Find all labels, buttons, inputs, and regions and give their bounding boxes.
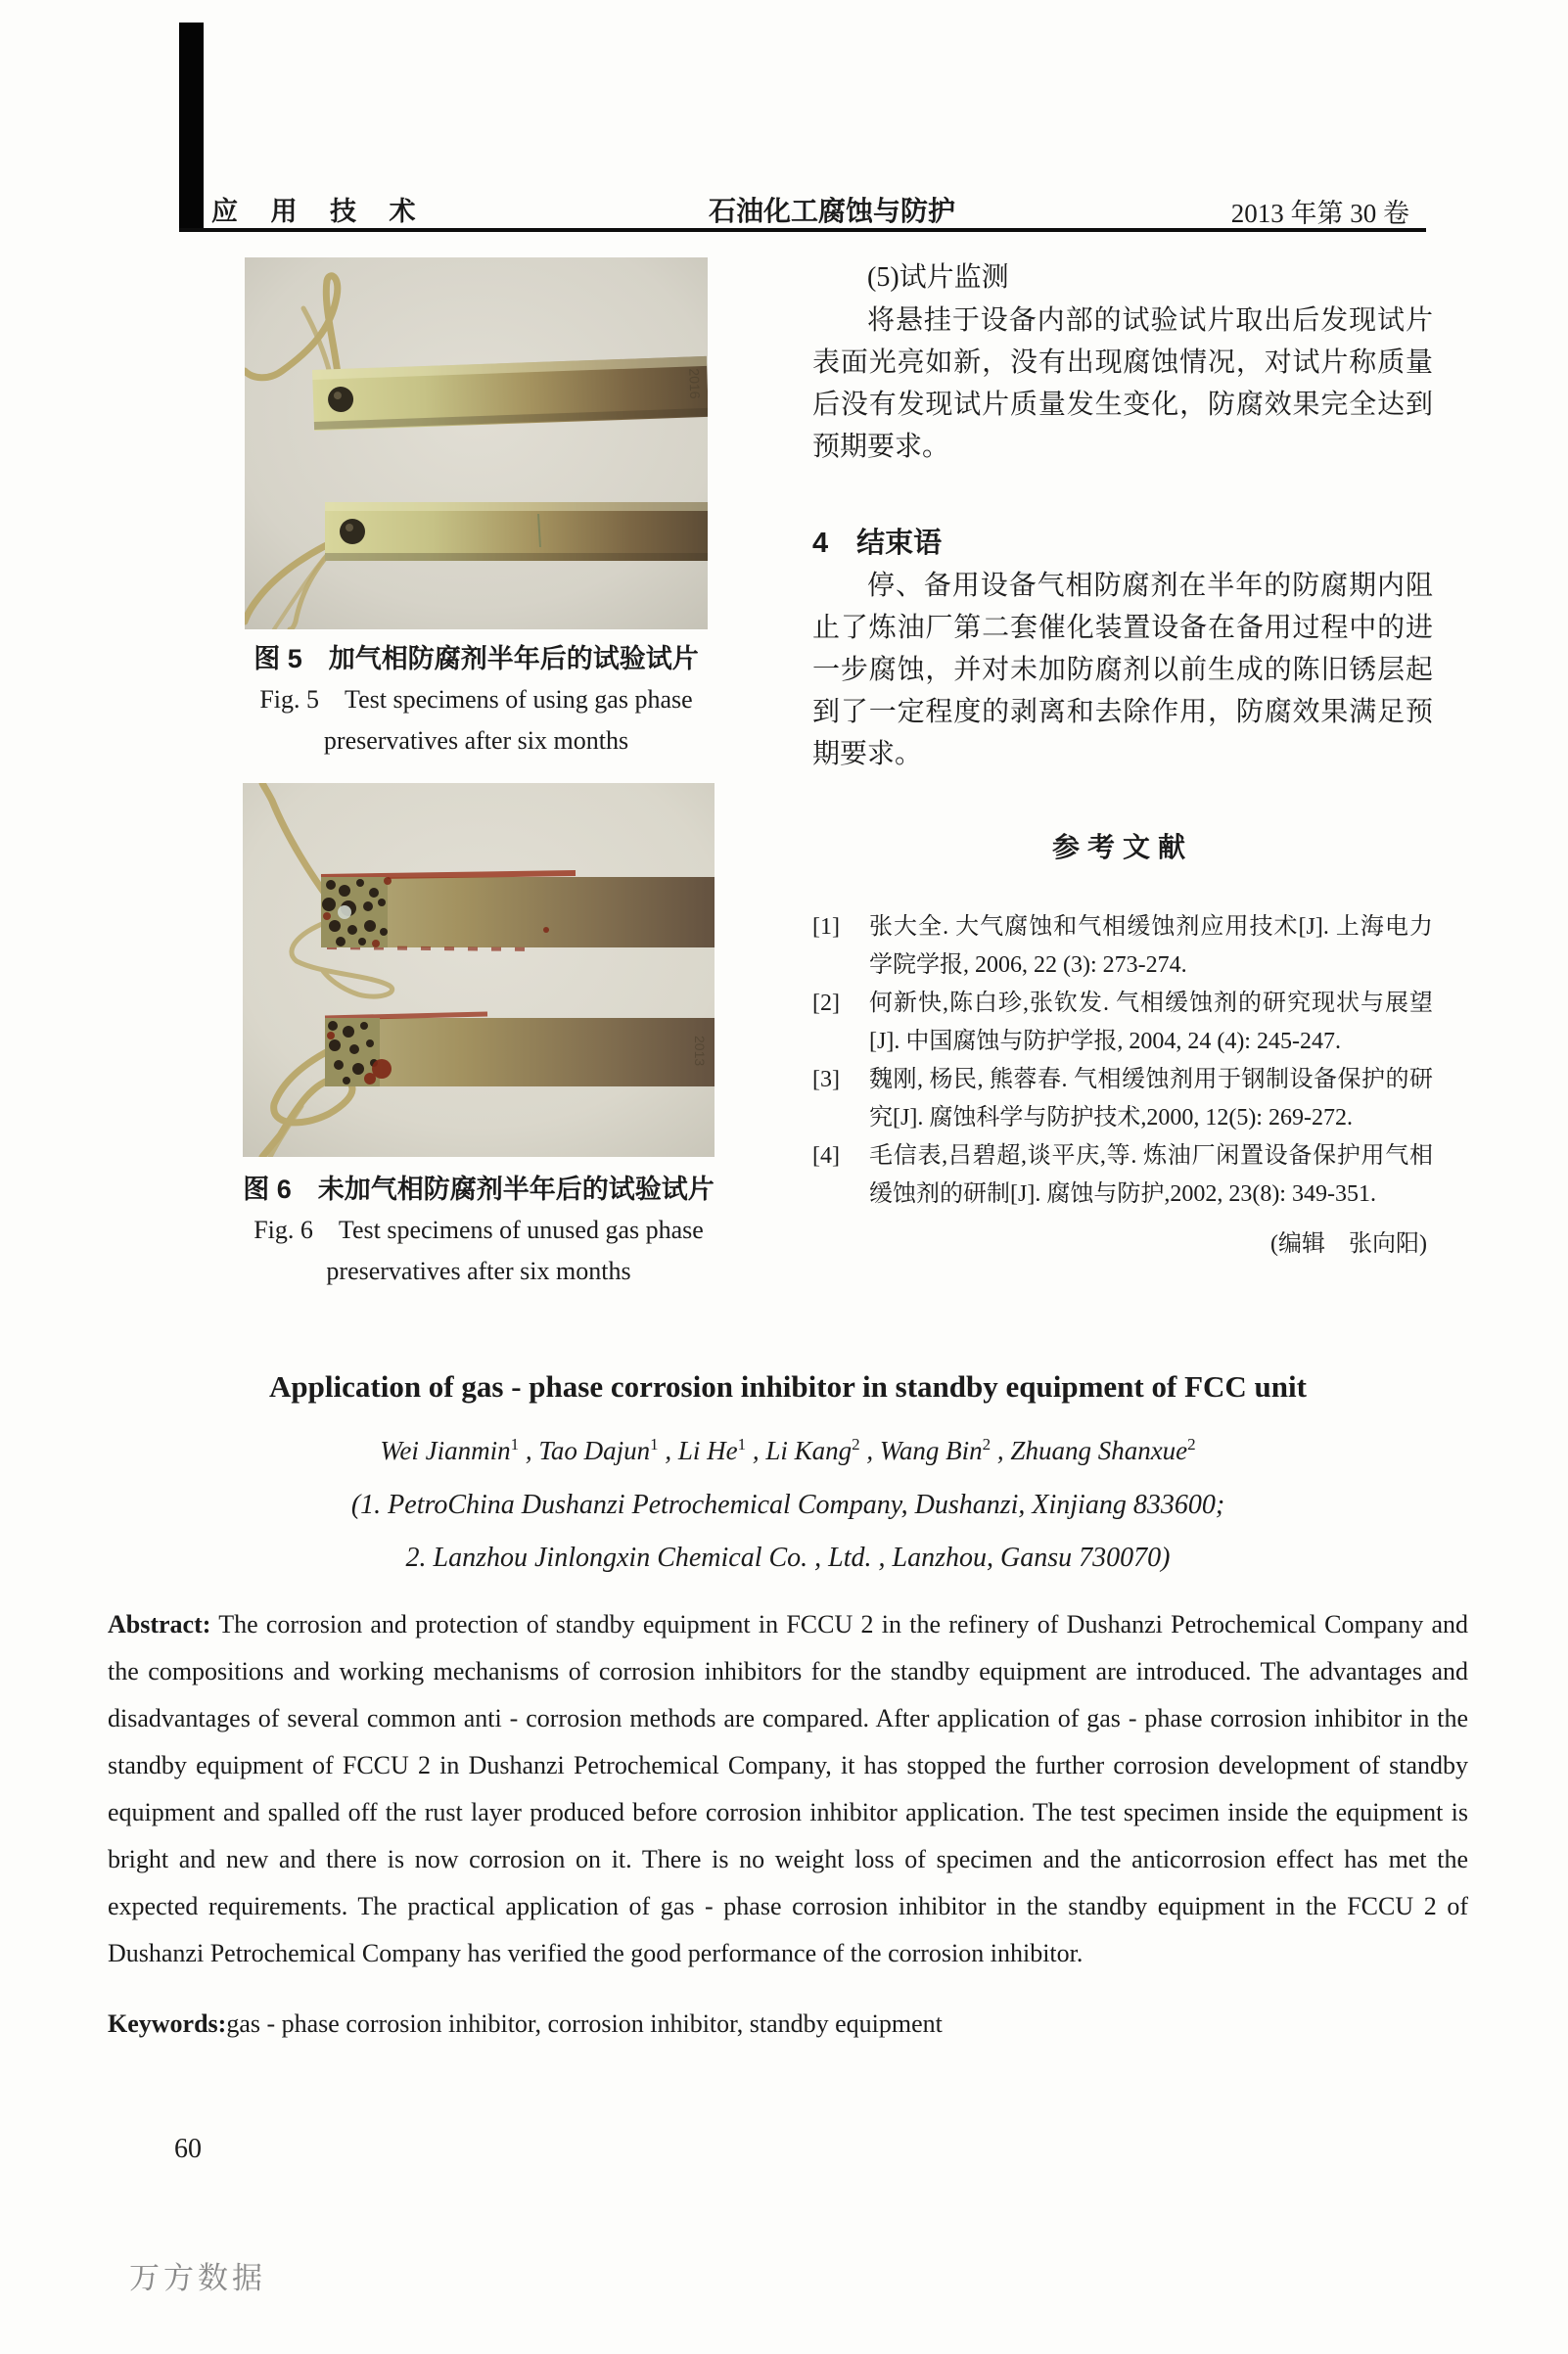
author: Wei Jianmin$^1$ ,: [380, 1435, 539, 1465]
figure5-caption-en2: preservatives after six months: [323, 726, 629, 755]
watermark-wanfang: 万方数据: [129, 2261, 266, 2295]
author: Li He$^1$ ,: [677, 1435, 766, 1465]
abstract-text: The corrosion and protection of standby equipment in FCCU 2 in the refinery of Dushanzi Petrochemical Company and the compositions and working mechanisms of corrosion inhibitors for the standby equipment are introduced. The advantages and disadvantages of several common anti - corrosion methods are compared. After application of gas - phase corrosion inhibitor in the standby equipment of FCCU 2 in Dushanzi Petrochemical Company, it has stopped the further corrosion development of standby equipment and spalled off the rust layer produced before corrosion inhibitor application. The test specimen inside the equipment is bright and new and there is now corrosion on it. There is no weight loss of specimen and the anticorrosion effect has met the expected requirements. The practical application of gas - phase corrosion inhibitor in the standby equipment in the FCCU 2 of Dushanzi Petrochemical Company has verified the good performance of the corrosion inhibitor.: [108, 1610, 1468, 1967]
english-authors: [108, 1423, 1468, 1472]
figure5-caption-en: Fig. 5 Test specimens of using gas phase: [259, 685, 693, 714]
reference-item: [812, 1061, 1433, 1137]
reference-number: [1]: [812, 914, 840, 940]
rust-edge: [321, 873, 576, 877]
author: Tao Dajun$^1$ ,: [538, 1435, 678, 1465]
figure6-caption-zh: 图 6 未加气相防腐剂半年后的试验试片: [243, 1175, 715, 1204]
specimen-mark-label: 2016: [686, 368, 704, 399]
reference-text: 魏刚, 杨民, 熊蓉春. 气相缓蚀剂用于钢制设备保护的研究[J]. 腐蚀科学与防护技术,2000, 12(5): 269-272.: [869, 1067, 1433, 1131]
english-abstract-block: [108, 1366, 1468, 2046]
author: Wang Bin$^2$ ,: [879, 1435, 1011, 1465]
reference-text: 何新快,陈白珍,张钦发. 气相缓蚀剂的研究现状与展望[J]. 中国腐蚀与防护学报, 2004, 24 (4): 245-247.: [869, 991, 1433, 1054]
keywords-line: [108, 2003, 1468, 2046]
section4-body: 停、备用设备气相防腐剂在半年的防腐期内阻止了炼油厂第二套催化装置设备在备用过程中的进一步腐蚀，并对未加防腐剂以前生成的陈旧锈层起到了一定程度的剥离和去除作用，防腐效果满足预期要求。: [812, 571, 1433, 769]
reference-number: [2]: [812, 991, 840, 1016]
section4-heading: 4 结束语: [812, 528, 943, 559]
keywords-label: Keywords:: [108, 2009, 227, 2038]
figure6-photo: [243, 783, 715, 1157]
figure6-photo-image: [243, 783, 715, 1157]
figure6-caption: [243, 1169, 715, 1292]
specimen-strip-bottom: [325, 1014, 715, 1086]
item5-body: 将悬挂于设备内部的试验试片取出后发现试片表面光亮如新，没有出现腐蚀情况，对试片称质量后没有发现试片质量发生变化，防腐效果完全达到预期要求。: [812, 305, 1433, 462]
reference-item: [812, 908, 1433, 985]
figure6-caption-en: Fig. 6 Test specimens of unused gas phase: [254, 1216, 704, 1244]
english-title: Application of gas - phase corrosion inhibitor in standby equipment of FCC unit: [269, 1369, 1307, 1404]
references-title: 参考文献: [1051, 832, 1193, 862]
figure6-caption-en2: preservatives after six months: [326, 1257, 631, 1285]
affiliation-1: (1. PetroChina Dushanzi Petrochemical Company, Dushanzi, Xinjiang 833600;: [350, 1490, 1225, 1520]
header-section-label: 应 用 技 术: [211, 197, 429, 226]
figure5-photo: [245, 257, 708, 629]
abstract-paragraph: [108, 1601, 1468, 1977]
specimen-strip-bottom: [325, 502, 708, 561]
reference-text: 毛信表,吕碧超,谈平庆,等. 炼油厂闲置设备保护用气相缓蚀剂的研制[J]. 腐蚀与防护,2002, 23(8): 349-351.: [869, 1143, 1433, 1207]
reference-number: [3]: [812, 1067, 840, 1092]
figure5-caption: [245, 638, 708, 762]
author: Li Kang$^2$ ,: [765, 1435, 880, 1465]
references-list: [812, 908, 1433, 1214]
figure5-photo-image: [245, 257, 708, 629]
reference-item: [812, 985, 1433, 1061]
editor-note: (编辑 张向阳): [1270, 1231, 1427, 1257]
reference-number: [4]: [812, 1143, 840, 1169]
decorative-black-bar: [179, 23, 204, 230]
right-column: [812, 256, 1433, 1258]
specimen-hole: [340, 519, 365, 544]
specimen-strip-top: [321, 873, 715, 949]
header-issue-label: 2013 年第 30 卷: [1230, 199, 1409, 228]
specimen-hole: [338, 905, 351, 919]
header-divider: [179, 228, 1426, 232]
specimen-mark-label: 2013: [692, 1036, 708, 1067]
item5-heading: (5)试片监测: [867, 262, 1009, 293]
author: Zhuang Shanxue$^2$: [1010, 1435, 1196, 1465]
reference-text: 张大全. 大气腐蚀和气相缓蚀剂应用技术[J]. 上海电力学院学报, 2006, 22 (3): 273-274.: [869, 914, 1433, 978]
keywords-text: gas - phase corrosion inhibitor, corrosion inhibitor, standby equipment: [226, 2009, 943, 2038]
figure5-caption-zh: 图 5 加气相防腐剂半年后的试验试片: [254, 644, 699, 673]
abstract-label: Abstract:: [108, 1610, 211, 1639]
page-number: 60: [174, 2134, 202, 2164]
affiliation-2: 2. Lanzhou Jinlongxin Chemical Co. , Ltd. , Lanzhou, Gansu 730070): [405, 1543, 1171, 1573]
header-journal-title: 石油化工腐蚀与防护: [708, 196, 955, 226]
reference-item: [812, 1137, 1433, 1214]
